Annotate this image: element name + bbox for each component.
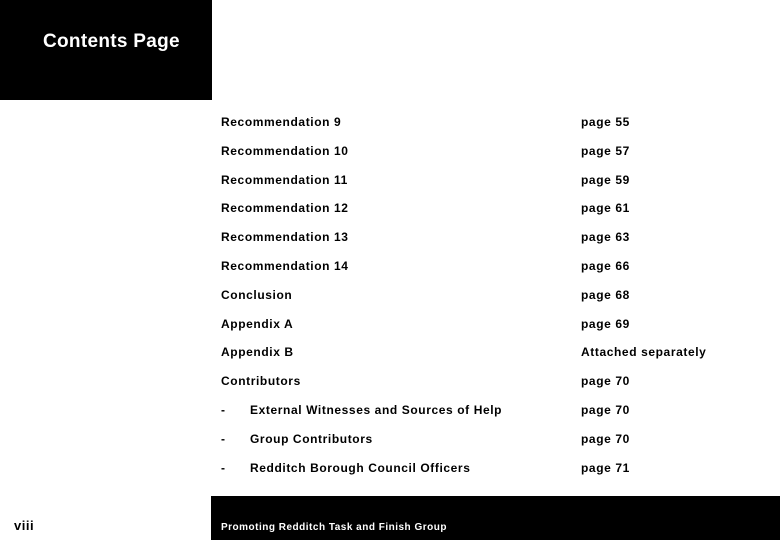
toc-entry-label: Recommendation 12 — [221, 201, 349, 216]
toc-entry-label: Appendix A — [221, 316, 294, 331]
toc-page-ref: page 55 — [581, 115, 630, 129]
toc-entry-label: Appendix B — [221, 345, 294, 360]
toc-page-ref: page 71 — [581, 460, 630, 475]
toc-entry-label: Recommendation 11 — [221, 172, 348, 187]
toc-entry-label: Recommendation 14 — [221, 258, 349, 273]
toc-page-ref: page 66 — [581, 258, 630, 273]
toc-entry-label: Conclusion — [221, 287, 293, 302]
toc-row — [221, 200, 761, 229]
contents-list — [221, 114, 761, 488]
toc-row — [221, 258, 761, 287]
header-block — [0, 0, 212, 100]
toc-sub-label: External Witnesses and Sources of Help — [250, 402, 503, 417]
toc-entry-label: Contributors — [221, 374, 301, 389]
toc-sub-dash: - — [221, 460, 226, 475]
toc-page-ref: page 69 — [581, 316, 630, 331]
toc-page-ref: page 61 — [581, 201, 630, 216]
toc-subrow — [221, 402, 761, 431]
toc-row — [221, 373, 761, 402]
toc-row — [221, 344, 761, 373]
toc-page-ref: page 63 — [581, 230, 630, 245]
toc-page-ref: page 70 — [581, 402, 630, 417]
toc-row — [221, 229, 761, 258]
toc-page-ref: page 57 — [581, 143, 630, 158]
toc-page-ref: Attached separately — [581, 345, 707, 360]
toc-page-ref: page 68 — [581, 287, 630, 302]
toc-row — [221, 143, 761, 172]
toc-page-ref: page 70 — [581, 374, 630, 389]
toc-sub-dash: - — [221, 402, 226, 417]
toc-row — [221, 287, 761, 316]
toc-page-ref: page 59 — [581, 172, 630, 187]
toc-row — [221, 316, 761, 345]
toc-subrow — [221, 460, 761, 489]
toc-sub-label: Group Contributors — [250, 431, 373, 446]
toc-entry-label: Recommendation 9 — [221, 115, 342, 129]
toc-row — [221, 114, 761, 143]
toc-sub-dash: - — [221, 431, 226, 446]
page-title: Contents Page — [43, 31, 180, 52]
toc-row — [221, 172, 761, 201]
page-number: viii — [14, 518, 35, 533]
toc-subrow — [221, 431, 761, 460]
footer-group-name: Promoting Redditch Task and Finish Group — [221, 522, 447, 533]
footer-bar — [211, 496, 780, 540]
toc-entry-label: Recommendation 13 — [221, 230, 349, 245]
toc-sub-label: Redditch Borough Council Officers — [250, 460, 471, 475]
toc-page-ref: page 70 — [581, 431, 630, 446]
toc-entry-label: Recommendation 10 — [221, 143, 349, 158]
